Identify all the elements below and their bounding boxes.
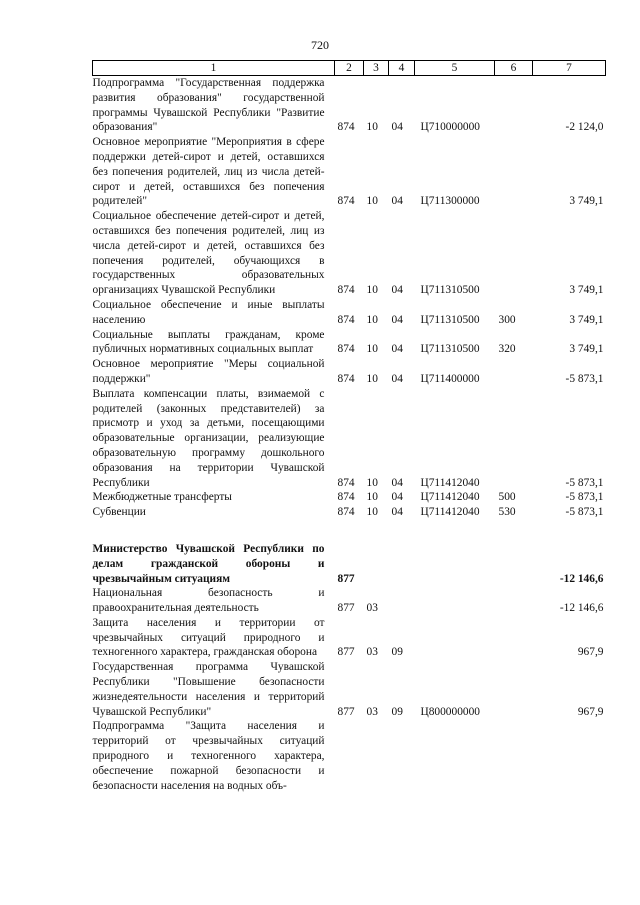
row-target-article: Ц711300000 <box>420 195 480 208</box>
table-row <box>93 328 606 358</box>
row-ministry-code: 877 <box>337 602 355 615</box>
row-subsection: 04 <box>391 343 403 356</box>
row-subsection: 09 <box>391 705 403 718</box>
row-ministry-code: 874 <box>337 284 355 297</box>
row-subsection: 04 <box>391 506 403 519</box>
row-subsection <box>389 586 415 616</box>
row-ministry-code: 877 <box>337 705 355 718</box>
row-ministry-code: 874 <box>337 491 355 504</box>
header-col-2: 2 <box>335 61 364 76</box>
row-subsection <box>389 719 415 793</box>
row-amount: 3 749,1 <box>569 195 604 208</box>
table-row <box>93 542 606 586</box>
row-amount: 3 749,1 <box>569 313 604 326</box>
row-name: Субвенции <box>92 506 146 519</box>
table-row <box>93 76 606 136</box>
row-name: Социальные выплаты гражданам, кроме публичных нормативных социальных выплат <box>92 328 325 356</box>
row-target-article: Ц711400000 <box>420 372 480 385</box>
row-name: Выплата компенсации платы, взимаемой с родителей (законных представителей) за присмотр и уход за детьми, посещающими образовательные организации, реализующие образовательную программу дошкольного образования на территории Чувашской Республики <box>92 387 325 489</box>
row-subsection: 04 <box>391 121 403 134</box>
row-ministry-code: 874 <box>337 313 355 326</box>
row-ministry-code: 874 <box>337 476 355 489</box>
row-expense-type <box>495 586 533 616</box>
row-name: Социальное обеспечение и иные выплаты населению <box>92 298 325 326</box>
row-subsection: 04 <box>391 313 403 326</box>
row-amount: 3 749,1 <box>569 284 604 297</box>
table-row <box>93 616 606 660</box>
budget-table <box>92 60 606 793</box>
row-target-article <box>415 719 495 793</box>
row-target-article: Ц711412040 <box>420 506 480 519</box>
row-expense-type <box>495 135 533 209</box>
table-row <box>93 387 606 491</box>
row-amount: -5 873,1 <box>565 476 604 489</box>
row-expense-type <box>495 660 533 719</box>
row-ministry-code: 874 <box>337 195 355 208</box>
table-row <box>93 298 606 328</box>
row-expense-type: 300 <box>498 313 516 326</box>
header-col-5: 5 <box>415 61 495 76</box>
table-body <box>93 76 606 794</box>
table-row <box>93 135 606 209</box>
row-target-article: Ц711412040 <box>420 476 480 489</box>
row-target-article <box>415 586 495 616</box>
row-expense-type <box>495 616 533 660</box>
spacer-cell <box>93 520 606 542</box>
row-expense-type <box>495 719 533 793</box>
row-name: Подпрограмма "Защита населения и территорий от чрезвычайных ситуаций природного и техногенного характера, обеспечение пожарной безопасности и безопасности населения на водных объ- <box>92 720 325 792</box>
row-section <box>364 719 389 793</box>
row-target-article: Ц711310500 <box>420 343 480 356</box>
table-row <box>93 660 606 719</box>
row-target-article: Ц711310500 <box>420 313 480 326</box>
header-col-7: 7 <box>533 61 606 76</box>
row-amount: -5 873,1 <box>565 372 604 385</box>
row-subsection <box>389 542 415 586</box>
page-number: 720 <box>311 38 329 52</box>
row-section <box>364 542 389 586</box>
row-target-article: Ц800000000 <box>420 705 480 718</box>
row-subsection: 04 <box>391 491 403 504</box>
spacer-row <box>93 520 606 542</box>
row-target-article <box>415 542 495 586</box>
row-section: 10 <box>366 121 378 134</box>
row-section: 10 <box>366 284 378 297</box>
row-amount: 3 749,1 <box>569 343 604 356</box>
row-amount: -12 146,6 <box>559 602 604 615</box>
row-amount: -12 146,6 <box>559 572 604 585</box>
row-subsection: 04 <box>391 195 403 208</box>
row-name: Подпрограмма "Государственная поддержка развития образования" государственной программы Чувашской Республики "Развитие образования" <box>92 77 325 134</box>
row-ministry-code: 874 <box>337 343 355 356</box>
row-section: 10 <box>366 343 378 356</box>
row-subsection: 04 <box>391 284 403 297</box>
table-row <box>93 209 606 298</box>
row-expense-type <box>495 209 533 298</box>
row-amount <box>533 719 606 793</box>
row-ministry-code: 874 <box>337 506 355 519</box>
row-name: Национальная безопасность и правоохранительная деятельность <box>92 587 325 615</box>
table-row <box>93 586 606 616</box>
header-col-1: 1 <box>93 61 335 76</box>
row-section: 03 <box>366 602 378 615</box>
row-name: Государственная программа Чувашской Республики "Повышение безопасности жизнедеятельности населения и территорий Чувашской Республики" <box>92 661 325 718</box>
table-row <box>93 719 606 793</box>
row-subsection: 04 <box>391 372 403 385</box>
row-section: 10 <box>366 476 378 489</box>
row-expense-type <box>495 387 533 491</box>
row-target-article: Ц710000000 <box>420 121 480 134</box>
table-row <box>93 357 606 387</box>
row-section: 03 <box>366 646 378 659</box>
row-ministry-code: 874 <box>337 372 355 385</box>
row-amount: 967,9 <box>577 705 604 718</box>
row-section: 10 <box>366 506 378 519</box>
row-expense-type: 500 <box>498 491 516 504</box>
row-section: 10 <box>366 195 378 208</box>
row-section: 03 <box>366 705 378 718</box>
row-expense-type <box>495 76 533 136</box>
row-subsection: 04 <box>391 476 403 489</box>
table-header <box>93 61 606 76</box>
row-amount: 967,9 <box>577 646 604 659</box>
row-name: Социальное обеспечение детей-сирот и детей, оставшихся без попечения родителей, лиц из числа детей-сирот и детей, оставшихся без попечения родителей, обучающихся в государственных образовательных организациях Чувашской Республики <box>92 210 325 297</box>
row-subsection: 09 <box>391 646 403 659</box>
row-expense-type: 530 <box>498 506 516 519</box>
row-amount: -2 124,0 <box>565 121 604 134</box>
row-section: 10 <box>366 313 378 326</box>
row-ministry-code: 877 <box>337 646 355 659</box>
row-name: Основное мероприятие "Меры социальной поддержки" <box>92 358 325 385</box>
table-row <box>93 505 606 520</box>
row-ministry-code <box>335 719 364 793</box>
row-expense-type: 320 <box>498 343 516 356</box>
row-name: Основное мероприятие "Мероприятия в сфере поддержки детей-сирот и детей, оставшихся без попечения родителей, лиц из числа детей-сирот и детей, оставшихся без попечения родителей" <box>92 136 325 208</box>
row-amount: -5 873,1 <box>565 491 604 504</box>
header-row <box>93 61 606 76</box>
row-target-article: Ц711412040 <box>420 491 480 504</box>
row-ministry-code: 874 <box>337 121 355 134</box>
row-target-article: Ц711310500 <box>420 284 480 297</box>
row-ministry-code: 877 <box>337 572 355 585</box>
row-expense-type <box>495 542 533 586</box>
row-expense-type <box>495 357 533 387</box>
row-target-article <box>415 616 495 660</box>
table-row <box>93 490 606 505</box>
row-name: Защита населения и территории от чрезвычайных ситуаций природного и техногенного характера, гражданская оборона <box>92 616 325 659</box>
row-name: Межбюджетные трансферты <box>92 491 232 504</box>
row-name: Министерство Чувашской Республики по делам гражданской обороны и чрезвычайным ситуациям <box>92 542 325 585</box>
row-amount: -5 873,1 <box>565 506 604 519</box>
header-col-4: 4 <box>389 61 415 76</box>
row-section: 10 <box>366 491 378 504</box>
header-col-3: 3 <box>364 61 389 76</box>
header-col-6: 6 <box>495 61 533 76</box>
row-section: 10 <box>366 372 378 385</box>
